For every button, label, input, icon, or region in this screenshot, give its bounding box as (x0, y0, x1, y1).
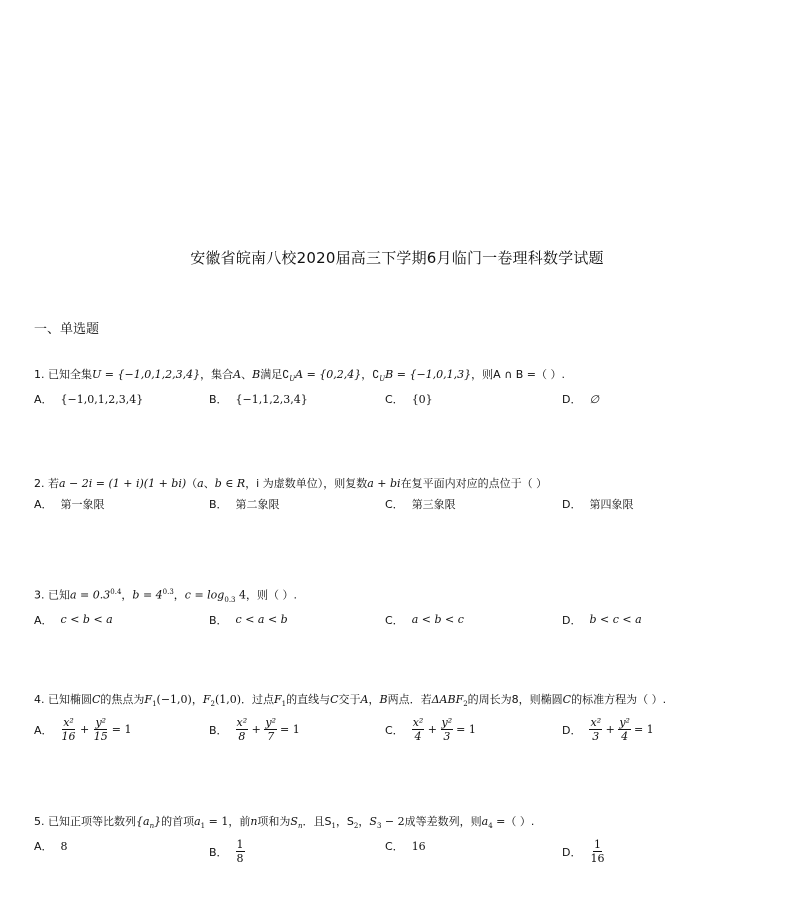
option-b[interactable]: B． $\frac{\text{x²}}{8}$ + $\frac{\text{y²}}{7}$ = 1 (209, 716, 300, 744)
option-d[interactable]: D． 第四象限 (562, 498, 634, 511)
question-5 (34, 813, 774, 872)
question-stem: 5. 已知正项等比数列$\{a_n\}$的首项$a_1 = 1$，前n项和为$S_n$．且$S_1$，$S_2$，$S_3 - 2$成等差数列，则$a_4$ =（ ）. (34, 815, 535, 831)
options (34, 838, 774, 872)
question-4 (34, 691, 774, 750)
option-b[interactable]: B． $\frac{1}{8}$ (209, 838, 244, 866)
option-a[interactable]: A． {−1,0,1,2,3,4} (34, 392, 144, 407)
fraction: $\frac{1}{16}$ (590, 838, 605, 866)
option-a[interactable]: A． c < b < a (34, 613, 113, 627)
fraction: $\frac{1}{8}$ (236, 838, 244, 866)
option-c[interactable]: C． {0} (385, 392, 433, 407)
question-stem: 1. 已知全集U = {−1,0,1,2,3,4}，集合A、B满足$∁_UA = \{0,2,4\}$，$∁_UB = \{-1,0,1,3\}$，则A ∩ B =（ ）. (34, 368, 565, 384)
fraction: $\frac{\text{y²}}{7}$ (265, 716, 277, 744)
fraction: $\frac{\text{x²}}{3}$ (590, 716, 602, 744)
question-stem: 3. 已知$a = 0.3^{0.4}$，$b = 4^{0.3}$，$c = \log_{0.3} 4$，则（ ）. (34, 588, 297, 604)
option-b[interactable]: B． c < a < b (209, 613, 288, 627)
section-heading: 一、单选题 (34, 322, 100, 337)
option-d[interactable]: D． ∅ (562, 392, 600, 407)
question-2 (34, 475, 774, 514)
question-stem: 2. 若a − 2i = (1 + i)(1 + bi)（a、b ∈ R，i 为虚数单位），则复数a + bi在复平面内对应的点位于（ ） (34, 477, 548, 490)
option-d[interactable]: D． $\frac{\text{x²}}{3}$ + $\frac{\text{y²}}{4}$ = 1 (562, 716, 654, 744)
fraction: $\frac{\text{y²}}{15}$ (93, 716, 108, 744)
fraction: $\frac{\text{x²}}{16}$ (61, 716, 76, 744)
fraction: $\frac{\text{x²}}{8}$ (236, 716, 248, 744)
option-c[interactable]: C． 16 (385, 839, 426, 854)
fraction: $\frac{\text{y²}}{4}$ (619, 716, 630, 744)
option-c[interactable]: C． $\frac{\text{x²}}{4}$ + $\frac{\text{y²}}{3}$ = 1 (385, 716, 476, 744)
option-b[interactable]: B． 第二象限 (209, 498, 280, 511)
options (34, 612, 774, 630)
options (34, 496, 774, 514)
fraction: $\frac{\text{y²}}{3}$ (441, 716, 453, 744)
question-3 (34, 583, 774, 630)
option-b[interactable]: B． {−1,1,2,3,4} (209, 392, 308, 407)
option-c[interactable]: C． 第三象限 (385, 498, 456, 511)
option-d[interactable]: D． $\frac{1}{16}$ (562, 838, 605, 866)
option-a[interactable]: A． $\frac{\text{x²}}{16}$ + $\frac{\text{y²}}{15}$ = 1 (34, 716, 132, 744)
option-a[interactable]: A． 8 (34, 839, 68, 854)
question-1 (34, 366, 774, 409)
option-d[interactable]: D． b < c < a (562, 613, 642, 627)
options (34, 716, 774, 750)
option-c[interactable]: C． a < b < c (385, 613, 464, 627)
question-stem: 4. 已知椭圆C的焦点为$F_1(-1,0)$，$F_2(1,0)$．过点$F_1$的直线与C交于A，B两点．若$\Delta ABF_2$的周长为8，则椭圆C的标准方程为（ ）. (34, 693, 667, 709)
fraction: $\frac{\text{x²}}{4}$ (412, 716, 424, 744)
page-title: 安徽省皖南八校2020届高三下学期6月临门一卷理科数学试题 (190, 249, 604, 267)
option-a[interactable]: A． 第一象限 (34, 498, 105, 511)
options (34, 391, 774, 409)
